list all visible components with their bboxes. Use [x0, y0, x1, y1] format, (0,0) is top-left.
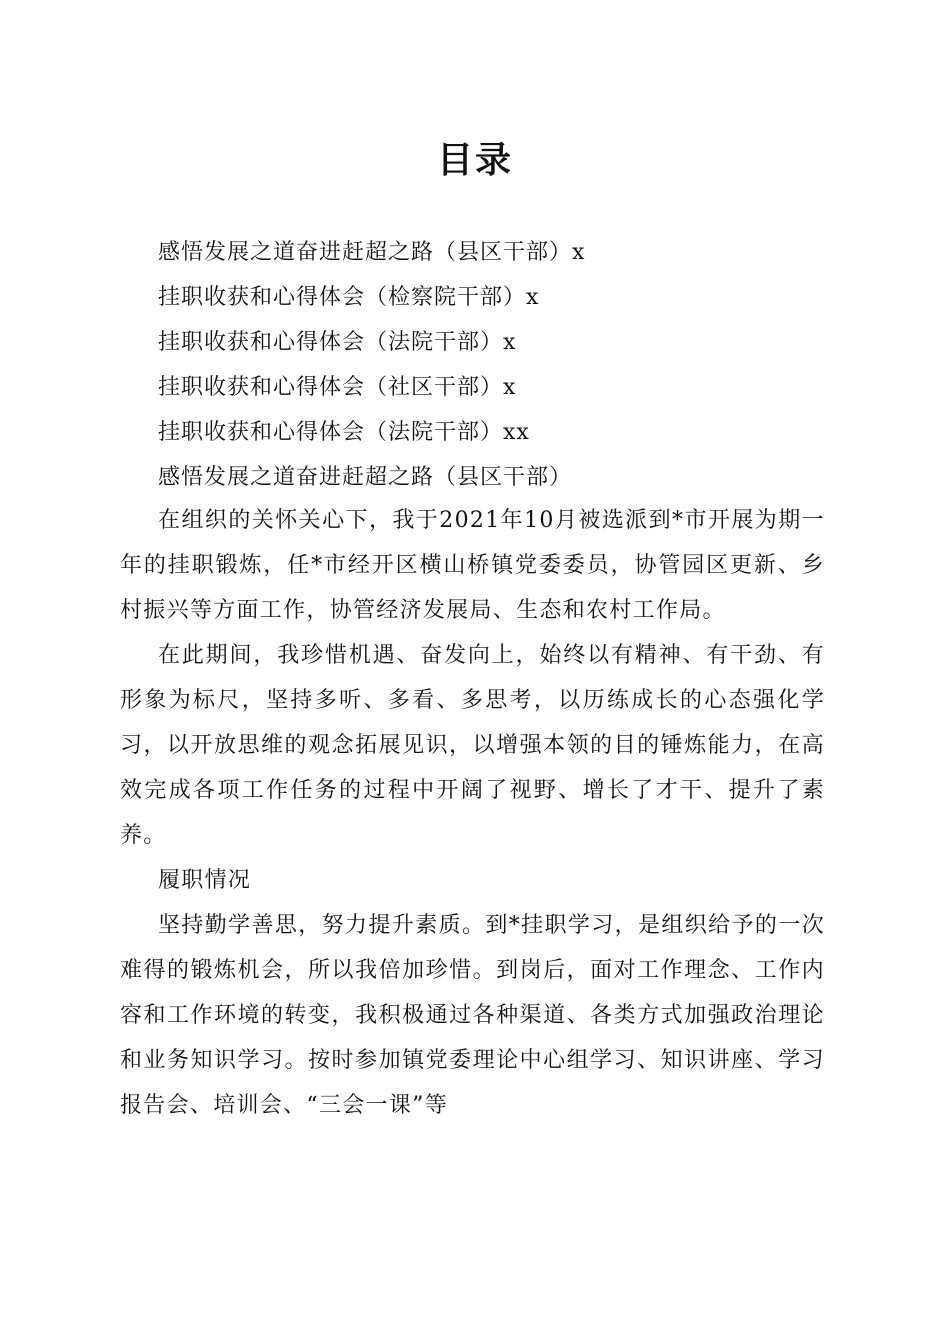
- body-paragraph: 坚持勤学善思，努力提升素质。到*挂职学习，是组织给予的一次难得的锻炼机会，所以我倍加珍惜。到岗后，面对工作理念、工作内容和工作环境的转变，我积极通过各种渠道、各类方式加强政治理论和业务知识学习。按时参加镇党委理论中心组学习、知识讲座、学习报告会、培训会、“三会一课”等: [120, 913, 825, 1118]
- page-title: 目录: [436, 139, 513, 181]
- toc-item[interactable]: 挂职收获和心得体会（检察院干部）x: [158, 285, 540, 310]
- document-body: [120, 498, 825, 1128]
- body-paragraph: 在此期间，我珍惜机遇、奋发向上，始终以有精神、有干劲、有形象为标尺，坚持多听、多看、多思考，以历练成长的心态强化学习，以开放思维的观念拓展见识，以增强本领的目的锤炼能力，在高效完成各项工作任务的过程中开阔了视野、增长了才干、提升了素养。: [120, 643, 825, 848]
- toc-item[interactable]: 感悟发展之道奋进赶超之路（县区干部）x: [158, 240, 586, 265]
- body-paragraph: 在组织的关怀关心下，我于2021年10月被选派到*市开展为期一年的挂职锻炼，任*市经开区横山桥镇党委委员，协管园区更新、乡村振兴等方面工作，协管经济发展局、生态和农村工作局。: [120, 508, 825, 623]
- section-heading: 履职情况: [158, 868, 252, 893]
- toc-item[interactable]: 感悟发展之道奋进赶超之路（县区干部）: [158, 465, 573, 490]
- toc-item[interactable]: 挂职收获和心得体会（社区干部）x: [158, 375, 517, 400]
- toc-item[interactable]: 挂职收获和心得体会（法院干部）x: [158, 330, 517, 355]
- table-of-contents: [158, 230, 585, 500]
- toc-item[interactable]: 挂职收获和心得体会（法院干部）xx: [158, 420, 530, 445]
